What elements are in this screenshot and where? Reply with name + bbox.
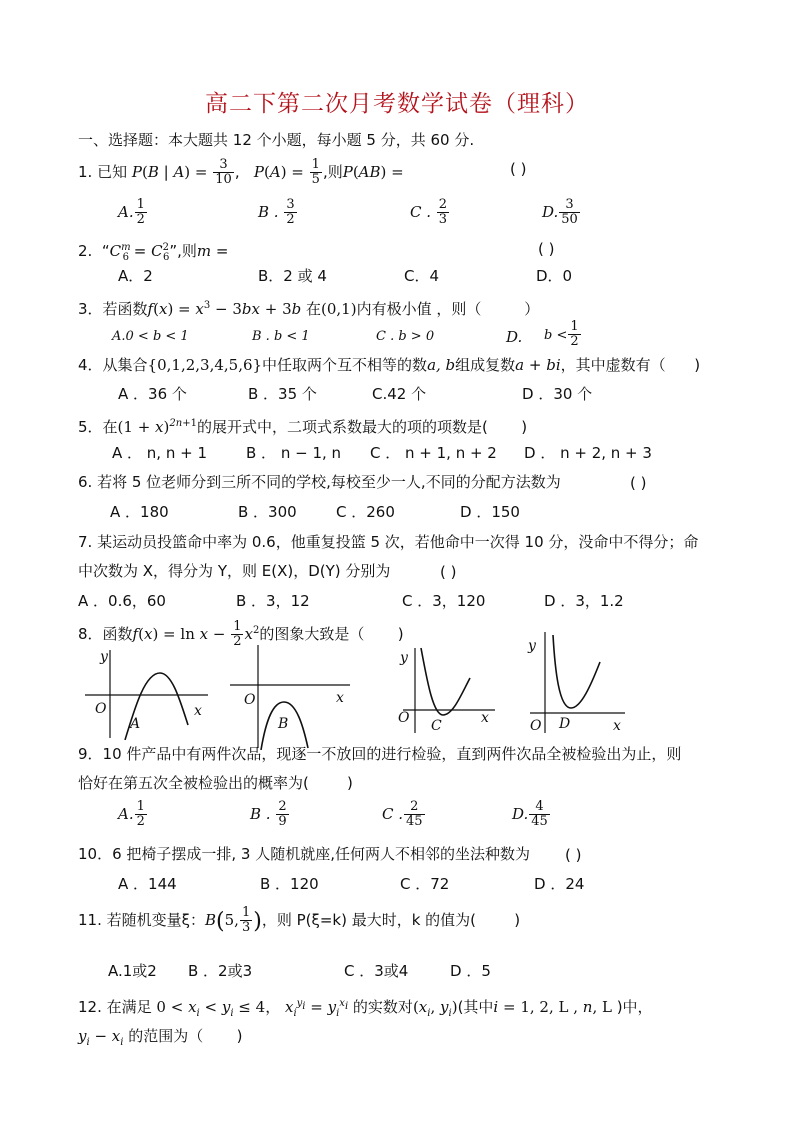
q11-option-d: D ．5 (450, 962, 491, 980)
answer-paren: ( ) (510, 160, 527, 178)
q5-option-d: D ． n + 2, n + 3 (524, 444, 652, 462)
q1-option-c: C . $\frac{2}{3}$ (410, 197, 448, 227)
q10-option-d: D ．24 (534, 875, 585, 893)
question-9-line-2: 恰好在第五次全被检验出的概率为( ) (78, 774, 353, 792)
q4-option-b: B ．35 个 (248, 385, 317, 403)
graph-a-label: A (130, 716, 141, 732)
question-7-line-2: 中次数为 X，得分为 Y，则 E(X)，D(Y) 分别为 (78, 562, 391, 580)
q9-option-c: C . $\frac{2}{45}$ (382, 799, 423, 829)
answer-paren: ( ) (538, 240, 555, 258)
question-5: 5．在$(1 + x)^{2n+1}$的展开式中，二项式系数最大的项的项数是( ) (78, 418, 528, 436)
q6-option-b: B ．300 (238, 503, 297, 521)
graph-d-label: D (559, 716, 571, 732)
q5-option-a: A ． n, n + 1 (112, 444, 207, 462)
q4-option-a: A ．36 个 (118, 385, 187, 403)
graph-b-origin: O (244, 692, 256, 708)
graph-c (395, 640, 500, 735)
q2-option-d: D．0 (536, 267, 573, 285)
q10-option-c: C ．72 (400, 875, 450, 893)
q5-option-c: C ． n + 1, n + 2 (370, 444, 497, 462)
graph-a-y-label: y (100, 649, 108, 665)
q9-option-b: B . $\frac{2}{9}$ (250, 799, 287, 829)
q2-option-a: A．2 (118, 267, 153, 285)
question-2: 2. “$C^m_6 = C^2_6$”,则m = (78, 242, 229, 263)
q11-option-b: B ．2或3 (188, 962, 253, 980)
q11-option-a: A.1或2 (108, 962, 157, 980)
question-12-line-1: 12. 在满足 $0 < x_i < y_i \le 4$， $x_i^{y_i} = y_i^{x_i}$ 的实数对($x_i$, $y_i$)(其中i = 1, 2, L , n, L )中， (78, 998, 653, 1019)
q7-option-b: B ．3，12 (236, 592, 310, 610)
graph-b (228, 640, 358, 750)
q10-option-a: A ．144 (118, 875, 177, 893)
question-12-line-2: $y_i - x_i$ 的范围为（ ) (78, 1027, 243, 1048)
q4-option-d: D ．30 个 (522, 385, 593, 403)
q1-option-a: A. $\frac{1}{2}$ (118, 197, 145, 227)
question-1: 1. 已知 P(B | A) = $\frac{3}{10}$ , P(A) = $\frac{1}{5}$ ,则P(AB) = (78, 157, 404, 187)
q6-option-a: A ．180 (110, 503, 169, 521)
question-9-line-1: 9．10 件产品中有两件次品，现逐一不放回的进行检验，直到两件次品全被检验出为止，则 (78, 745, 682, 763)
graph-a-x-label: x (194, 703, 202, 719)
q4-option-c: C.42 个 (372, 385, 427, 403)
graph-d-origin: O (530, 718, 542, 734)
graph-c-label: C (431, 718, 442, 734)
question-7-line-1: 7. 某运动员投篮命中率为 0.6，他重复投篮 5 次，若他命中一次得 10 分，没命中不得分；命 (78, 533, 699, 551)
q6-option-c: C ．260 (336, 503, 395, 521)
q10-option-b: B ．120 (260, 875, 319, 893)
graph-c-x-label: x (481, 710, 489, 726)
q11-option-c: C ．3或4 (344, 962, 409, 980)
answer-paren: ( ) (630, 474, 647, 492)
q2-option-c: C．4 (404, 267, 440, 285)
q1-option-b: B . $\frac{3}{2}$ (258, 197, 295, 227)
q2-option-b: B．2 或 4 (258, 267, 327, 285)
q1-option-d: D. $\frac{3}{50}$ (542, 197, 578, 227)
graph-b-x-label: x (336, 690, 344, 706)
q6-option-d: D ．150 (460, 503, 520, 521)
q3-option-d: D. (506, 328, 523, 346)
page-title: 高二下第二次月考数学试卷（理科） (205, 91, 589, 117)
question-3: 3．若函数$f(x) = x^3 - 3bx + 3b$ 在(0,1)内有极小值 ，则（ ） (78, 300, 540, 318)
q7-option-a: A ．0.6，60 (78, 592, 166, 610)
q3-option-a: A.0 < b < 1 (112, 329, 189, 344)
q3-option-d-value: b < $\frac{1}{2}$ (544, 319, 579, 349)
graph-d-x-label: x (613, 718, 621, 734)
q5-option-b: B ． n − 1, n (246, 444, 342, 462)
question-8: 8．函数f(x) = ln x − $\frac{1}{2}$ $x^2$的图象大致是（ ) (78, 619, 404, 649)
graph-d (525, 630, 630, 735)
q3-option-c: C . b > 0 (376, 329, 435, 344)
question-4: 4．从集合{0,1,2,3,4,5,6}中任取两个互不相等的数a, b组成复数a + bi，其中虚数有（ ) (78, 356, 701, 374)
section-heading: 一、选择题：本大题共 12 个小题，每小题 5 分，共 60 分. (78, 131, 475, 149)
graph-d-y-label: y (528, 638, 536, 654)
q7-option-d: D ．3，1.2 (544, 592, 624, 610)
q3-option-b: B . b < 1 (252, 329, 310, 344)
answer-paren: ( ) (565, 846, 582, 864)
graph-c-y-label: y (400, 650, 408, 666)
q9-option-d: D. $\frac{4}{45}$ (512, 799, 548, 829)
q9-option-a: A. $\frac{1}{2}$ (118, 799, 145, 829)
question-10: 10．6 把椅子摆成一排, 3 人随机就座,任何两人不相邻的坐法种数为 (78, 845, 531, 863)
q7-option-c: C ．3，120 (402, 592, 486, 610)
graph-a-origin: O (95, 701, 107, 717)
graph-b-label: B (278, 716, 289, 732)
question-6: 6. 若将 5 位老师分到三所不同的学校,每校至少一人,不同的分配方法数为 (78, 473, 561, 491)
question-11: 11. 若随机变量ξ：B(5, $\frac{1}{3}$ )，则 P(ξ=k) 最大时，k 的值为( ) (78, 905, 521, 935)
graph-c-origin: O (398, 710, 410, 726)
answer-paren: ( ) (440, 563, 457, 581)
graph-a (80, 645, 215, 740)
